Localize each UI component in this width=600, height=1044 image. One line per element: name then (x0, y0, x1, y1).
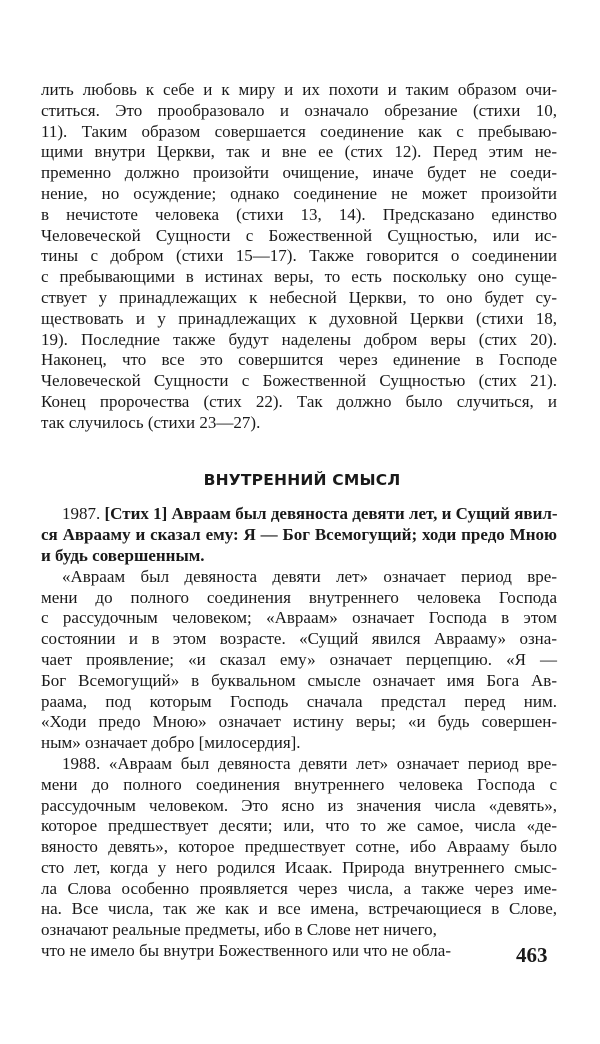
text-line: которое предшествует десяти; или, что то же самое, числа «де- (41, 816, 557, 836)
text-line: рассудочным человеком. Это ясно из значения числа «девять», (41, 795, 557, 815)
text-line: с рассудочным человеком; «Авраам» означает Господа в этом (41, 608, 557, 628)
text-line: ствует у принадлежащих к небесной Церкви, то оно будет су- (41, 287, 557, 307)
text-line: мени до полного соединения внутреннего человека Господа с (41, 774, 557, 794)
verse-text: [Стих 1] Авраам был девяноста девяти лет, и Сущий явил- (104, 504, 558, 524)
paragraph-number: 1987. (62, 504, 105, 524)
text-line: означают реальные предметы, ибо в Слове нет ничего, (41, 920, 437, 940)
text-line: на. Все числа, так же как и все имена, встречающиеся в Слове, (41, 899, 557, 919)
text-line: ным» означает добро [милосердия]. (41, 733, 301, 753)
text-line: 19). Последние также будут наделены добром веры (стих 20). (41, 329, 557, 349)
section-heading: ВНУТРЕННИЙ СМЫСЛ (203, 470, 401, 489)
text-line: лить любовь к себе и к миру и их похоти и таким образом очи- (41, 80, 557, 99)
text-line: сто лет, когда у него родился Исаак. Природа внутреннего смыс- (41, 857, 557, 877)
text-line: в нечистоте человека (стихи 13, 14). Предсказано единство (41, 204, 557, 224)
text-line: чает проявление; «и сказал ему» означает перцепцию. «Я — (41, 649, 557, 669)
page-body (41, 80, 557, 962)
text-line: 11). Таким образом совершается соединение как с пребываю- (41, 121, 557, 141)
text-line: Бог Всемогущий» в буквальном смысле означает имя Бога Ав- (41, 670, 557, 690)
text-line: «Ходи предо Мною» означает истину веры; «и будь совершен- (41, 712, 557, 732)
text-line: раама, под которым Господь сначала предстал перед ним. (41, 691, 557, 711)
text-line: ла Слова особенно проявляется через числа, а также через име- (41, 878, 557, 898)
text-line: тины с добром (стихи 15—17). Также говорится о соединении (41, 246, 557, 266)
text-line: Конец пророчества (стих 22). Так должно было случиться, и (41, 391, 557, 411)
text-line: Наконец, что все это совершится через единение в Господе (41, 350, 557, 370)
page-number: 463 (516, 943, 548, 967)
verse-line (41, 504, 557, 525)
text-line: «Авраам был девяноста девяти лет» означает период вре- (62, 566, 557, 586)
paragraph-1987 (41, 504, 557, 566)
text-line: что не имело бы внутри Божественного или что не обла- (41, 941, 451, 961)
text-line: 1988. «Авраам был девяноста девяти лет» означает период вре- (62, 753, 557, 773)
text-line: ститься. Это прообразовало и означало обрезание (стихи 10, (41, 100, 557, 120)
text-line: состоянии и в этом возрасте. «Сущий явился Аврааму» озна- (41, 629, 557, 649)
text-line: нение, но осуждение; однако соединение не может произойти (41, 183, 557, 203)
paragraph-1987-body (41, 567, 557, 754)
paragraph-1988 (41, 754, 557, 962)
verse-line: и будь совершенным. (41, 545, 205, 565)
text-line: пременно должно произойти очищение, иначе будет не соеди- (41, 163, 557, 183)
verse-line: ся Аврааму и сказал ему: Я — Бог Всемогущий; ходи предо Мною (41, 525, 557, 545)
text-line: щими внутри Церкви, так и вне ее (стих 12). Перед этим не- (41, 142, 557, 162)
text-line: Человеческой Сущности с Божественной Сущностью, или ис- (41, 225, 557, 245)
text-line: Человеческой Сущности с Божественной Сущностью (стих 21). (41, 371, 557, 391)
text-line: так случилось (стихи 23—27). (41, 412, 261, 432)
text-line: вяносто девять», которое предшествует сотне, ибо Аврааму было (41, 837, 557, 857)
text-line: мени до полного соединения внутреннего человека Господа (41, 587, 557, 607)
text-line: ществовать и у принадлежащих к духовной Церкви (стихи 18, (41, 308, 557, 328)
text-line: с пребывающими в истинах веры, то есть поскольку оно суще- (41, 267, 557, 287)
paragraph-intro (41, 80, 557, 434)
